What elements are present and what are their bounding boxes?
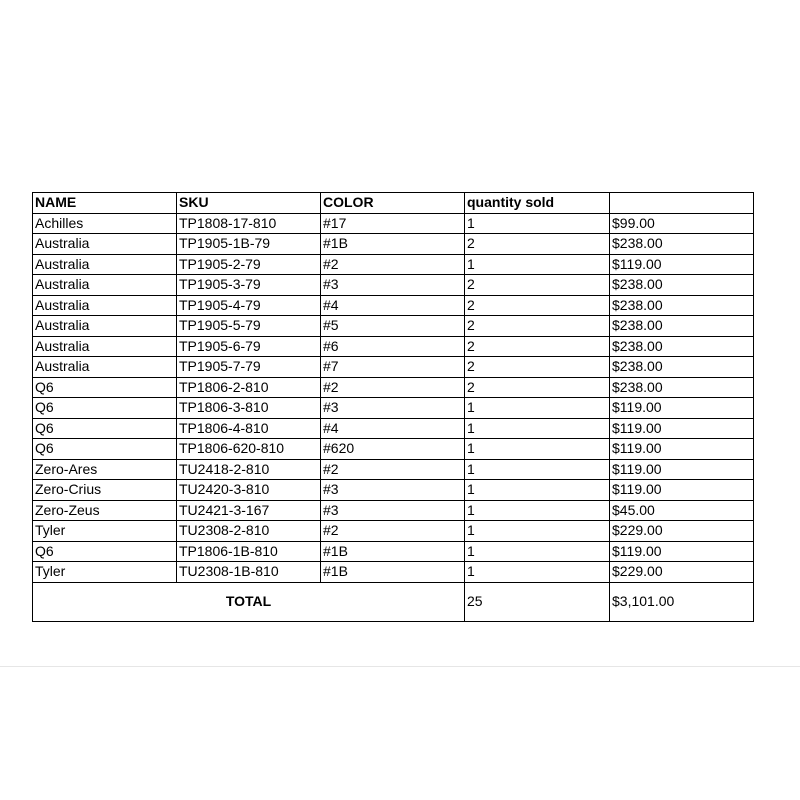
cell-name: Zero-Zeus (33, 500, 177, 521)
cell-color: #7 (321, 357, 465, 378)
cell-color: #2 (321, 377, 465, 398)
cell-quantity: 1 (465, 480, 610, 501)
cell-color: #17 (321, 213, 465, 234)
cell-name: Australia (33, 254, 177, 275)
cell-color: #1B (321, 541, 465, 562)
cell-quantity: 1 (465, 459, 610, 480)
cell-sku: TU2418-2-810 (177, 459, 321, 480)
cell-amount: $229.00 (610, 562, 754, 583)
cell-color: #620 (321, 439, 465, 460)
cell-amount: $238.00 (610, 275, 754, 296)
cell-name: Q6 (33, 398, 177, 419)
cell-color: #1B (321, 562, 465, 583)
table-row (33, 377, 754, 398)
cell-quantity: 2 (465, 295, 610, 316)
cell-name: Q6 (33, 418, 177, 439)
cell-quantity: 1 (465, 254, 610, 275)
cell-sku: TP1905-3-79 (177, 275, 321, 296)
cell-amount: $119.00 (610, 439, 754, 460)
cell-sku: TP1905-5-79 (177, 316, 321, 337)
cell-quantity: 1 (465, 213, 610, 234)
cell-color: #3 (321, 500, 465, 521)
cell-sku: TP1905-2-79 (177, 254, 321, 275)
cell-amount: $238.00 (610, 316, 754, 337)
cell-quantity: 1 (465, 418, 610, 439)
cell-color: #6 (321, 336, 465, 357)
cell-quantity: 2 (465, 377, 610, 398)
header-amount (610, 193, 754, 214)
table-row (33, 521, 754, 542)
table-row (33, 541, 754, 562)
cell-name: Q6 (33, 439, 177, 460)
table-row (33, 500, 754, 521)
header-row (33, 193, 754, 214)
cell-sku: TP1806-1B-810 (177, 541, 321, 562)
cell-color: #4 (321, 295, 465, 316)
cell-name: Tyler (33, 521, 177, 542)
table-row (33, 418, 754, 439)
table-row (33, 213, 754, 234)
cell-quantity: 1 (465, 398, 610, 419)
table-row (33, 275, 754, 296)
cell-name: Australia (33, 275, 177, 296)
cell-sku: TP1806-3-810 (177, 398, 321, 419)
cell-quantity: 2 (465, 234, 610, 255)
cell-color: #4 (321, 418, 465, 439)
cell-amount: $238.00 (610, 336, 754, 357)
cell-sku: TP1905-6-79 (177, 336, 321, 357)
cell-name: Australia (33, 336, 177, 357)
table-row (33, 398, 754, 419)
total-row (33, 582, 754, 621)
cell-quantity: 1 (465, 439, 610, 460)
cell-quantity: 1 (465, 500, 610, 521)
cell-amount: $238.00 (610, 234, 754, 255)
cell-sku: TP1806-620-810 (177, 439, 321, 460)
cell-amount: $238.00 (610, 377, 754, 398)
table-row (33, 295, 754, 316)
page-divider (0, 666, 800, 667)
table-row (33, 480, 754, 501)
table-row (33, 336, 754, 357)
table-row (33, 254, 754, 275)
cell-name: Australia (33, 234, 177, 255)
table-row (33, 562, 754, 583)
cell-sku: TP1808-17-810 (177, 213, 321, 234)
cell-sku: TP1905-4-79 (177, 295, 321, 316)
header-color: COLOR (321, 193, 465, 214)
cell-name: Q6 (33, 541, 177, 562)
table-row (33, 234, 754, 255)
cell-amount: $119.00 (610, 480, 754, 501)
cell-name: Achilles (33, 213, 177, 234)
cell-quantity: 2 (465, 336, 610, 357)
table-row (33, 357, 754, 378)
cell-amount: $229.00 (610, 521, 754, 542)
cell-quantity: 1 (465, 541, 610, 562)
total-quantity: 25 (465, 582, 610, 621)
table-body (33, 213, 754, 582)
cell-sku: TU2308-1B-810 (177, 562, 321, 583)
cell-color: #3 (321, 275, 465, 296)
cell-amount: $119.00 (610, 398, 754, 419)
cell-quantity: 2 (465, 275, 610, 296)
cell-amount: $119.00 (610, 254, 754, 275)
cell-amount: $238.00 (610, 357, 754, 378)
total-amount: $3,101.00 (610, 582, 754, 621)
cell-quantity: 1 (465, 521, 610, 542)
cell-amount: $119.00 (610, 541, 754, 562)
header-name: NAME (33, 193, 177, 214)
cell-color: #2 (321, 254, 465, 275)
cell-name: Australia (33, 295, 177, 316)
cell-color: #1B (321, 234, 465, 255)
cell-amount: $45.00 (610, 500, 754, 521)
sales-table (32, 192, 754, 622)
total-label: TOTAL (33, 582, 465, 621)
cell-color: #2 (321, 459, 465, 480)
cell-name: Tyler (33, 562, 177, 583)
cell-sku: TP1905-7-79 (177, 357, 321, 378)
cell-color: #3 (321, 480, 465, 501)
cell-color: #3 (321, 398, 465, 419)
cell-name: Q6 (33, 377, 177, 398)
cell-sku: TP1905-1B-79 (177, 234, 321, 255)
table-row (33, 459, 754, 480)
cell-amount: $119.00 (610, 418, 754, 439)
header-quantity-sold: quantity sold (465, 193, 610, 214)
cell-color: #2 (321, 521, 465, 542)
cell-amount: $119.00 (610, 459, 754, 480)
cell-sku: TP1806-4-810 (177, 418, 321, 439)
cell-color: #5 (321, 316, 465, 337)
table-row (33, 439, 754, 460)
cell-name: Australia (33, 357, 177, 378)
cell-sku: TU2308-2-810 (177, 521, 321, 542)
cell-quantity: 1 (465, 562, 610, 583)
cell-quantity: 2 (465, 357, 610, 378)
cell-name: Zero-Ares (33, 459, 177, 480)
cell-sku: TU2420-3-810 (177, 480, 321, 501)
cell-amount: $238.00 (610, 295, 754, 316)
cell-quantity: 2 (465, 316, 610, 337)
cell-name: Zero-Crius (33, 480, 177, 501)
cell-amount: $99.00 (610, 213, 754, 234)
table-row (33, 316, 754, 337)
cell-sku: TU2421-3-167 (177, 500, 321, 521)
header-sku: SKU (177, 193, 321, 214)
cell-name: Australia (33, 316, 177, 337)
cell-sku: TP1806-2-810 (177, 377, 321, 398)
